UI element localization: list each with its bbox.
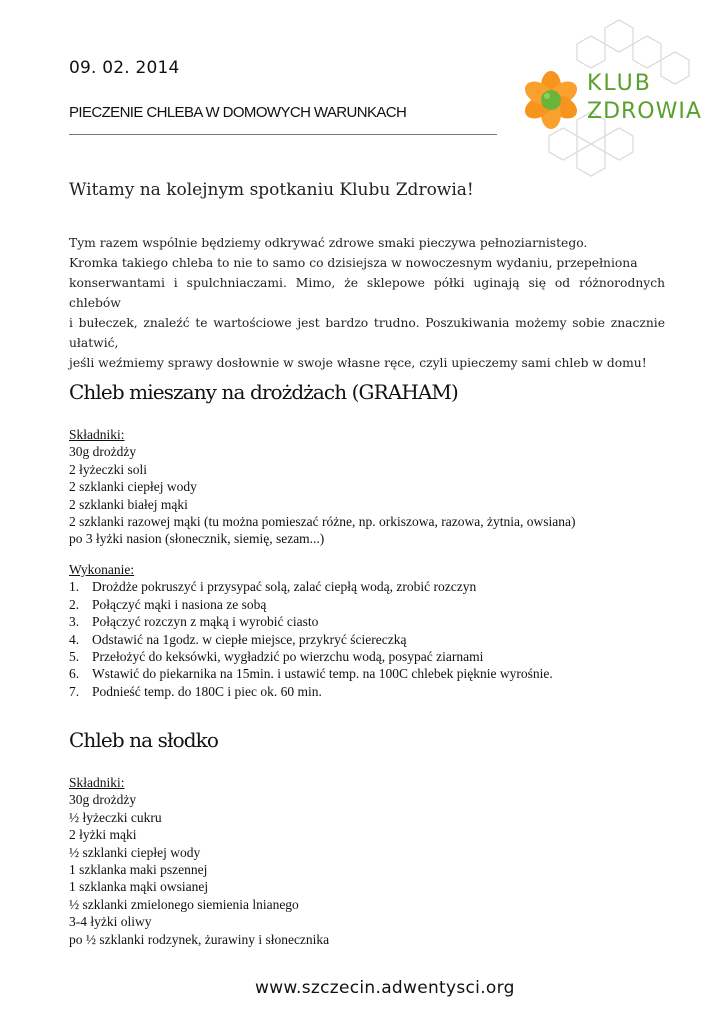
klub-zdrowia-logo [505, 16, 715, 186]
footer-website-link[interactable]: www.szczecin.adwentysci.org [255, 978, 515, 998]
intro-line: Tym razem wspólnie będziemy odkrywać zdrowe smaki pieczywa pełnoziarnistego. [69, 236, 588, 250]
ingredients-label: Składniki: [69, 427, 125, 442]
recipe-graham-title: Chleb mieszany na drożdżach (GRAHAM) [69, 380, 458, 404]
logo-text-zdrowia: ZDROWIA [587, 99, 702, 124]
recipe-sweet-title: Chleb na słodko [69, 728, 218, 752]
ingredient-item: 2 łyżeczki soli [69, 461, 147, 477]
step-item [69, 578, 553, 595]
intro-line: jeśli weźmiemy sprawy dosłownie w swoje własne ręce, czyli upieczemy sami chleb w domu! [69, 356, 647, 370]
ingredient-item: 2 szklanki ciepłej wody [69, 479, 197, 495]
step-number: 4. [69, 631, 80, 647]
ingredient-item: 1 szklanka mąki owsianej [69, 879, 209, 895]
document-date: 09. 02. 2014 [69, 58, 180, 78]
ingredient-item: 2 szklanki białej mąki [69, 496, 188, 512]
ingredient-item: 30g drożdży [69, 792, 137, 808]
ingredient-item: ½ łyżeczki cukru [69, 809, 162, 825]
step-item [69, 631, 553, 648]
ingredient-item: 30g drożdży [69, 444, 137, 460]
ingredient-item: 3-4 łyżki oliwy [69, 914, 152, 930]
logo-graphic [505, 16, 715, 186]
steps-label: Wykonanie: [69, 562, 135, 577]
title-divider [69, 134, 497, 135]
ingredient-item: ½ szklanki ciepłej wody [69, 844, 201, 860]
ingredient-item: 2 szklanki razowej mąki (tu można pomieszać różne, np. orkiszowa, razowa, żytnia, owsiana) [69, 514, 576, 530]
recipe-sweet-ingredients [69, 774, 329, 948]
step-number: 3. [69, 614, 80, 630]
ingredient-item: po 3 łyżki nasion (słonecznik, siemię, sezam...) [69, 531, 325, 547]
logo-text-klub: KLUB [587, 71, 652, 96]
step-text: Podnieść temp. do 180C i piec ok. 60 min. [92, 683, 322, 699]
ingredient-item: 1 szklanka maki pszennej [69, 862, 208, 878]
intro-paragraph [69, 233, 665, 373]
step-number: 1. [69, 579, 80, 595]
step-item [69, 665, 553, 682]
step-number: 7. [69, 683, 80, 699]
recipe-graham-steps [69, 561, 553, 700]
step-text: Połączyć mąki i nasiona ze sobą [92, 596, 267, 612]
ingredient-item: po ½ szklanki rodzynek, żurawiny i słonecznika [69, 931, 330, 947]
step-number: 5. [69, 649, 80, 665]
step-number: 2. [69, 596, 80, 612]
ingredient-item: ½ szklanki zmielonego siemienia lnianego [69, 896, 299, 912]
step-text: Połączyć rozczyn z mąką i wyrobić ciasto [92, 614, 319, 630]
step-item [69, 648, 553, 665]
step-item [69, 613, 553, 630]
intro-line: konserwantami i spulchniaczami. Mimo, że sklepowe półki uginają się od różnorodnych chlebów [69, 276, 665, 310]
step-text: Przełożyć do keksówki, wygładzić po wierzchu wodą, posypać ziarnami [92, 649, 484, 665]
step-text: Drożdże pokruszyć i przysypać solą, zalać ciepłą wodą, zrobić rozczyn [92, 579, 477, 595]
step-item [69, 596, 553, 613]
step-text: Wstawić do piekarnika na 15min. i ustawić temp. na 100C chlebek pięknie wyrośnie. [92, 666, 553, 682]
ingredient-item: 2 łyżki mąki [69, 827, 137, 843]
flower-icon [521, 71, 581, 129]
intro-line: Kromka takiego chleba to nie to samo co dzisiejsza w nowoczesnym wydaniu, przepełniona [69, 256, 638, 270]
step-number: 6. [69, 666, 80, 682]
document-title: PIECZENIE CHLEBA W DOMOWYCH WARUNKACH [69, 104, 407, 121]
welcome-heading: Witamy na kolejnym spotkaniu Klubu Zdrowia! [69, 180, 474, 200]
intro-line: i bułeczek, znaleźć te wartościowe jest bardzo trudno. Poszukiwania możemy sobie znacznie ułatwić, [69, 316, 665, 350]
step-item [69, 683, 553, 700]
ingredients-label: Składniki: [69, 775, 125, 790]
step-text: Odstawić na 1godz. w ciepłe miejsce, przykryć ściereczką [92, 631, 407, 647]
recipe-graham-ingredients [69, 426, 575, 548]
